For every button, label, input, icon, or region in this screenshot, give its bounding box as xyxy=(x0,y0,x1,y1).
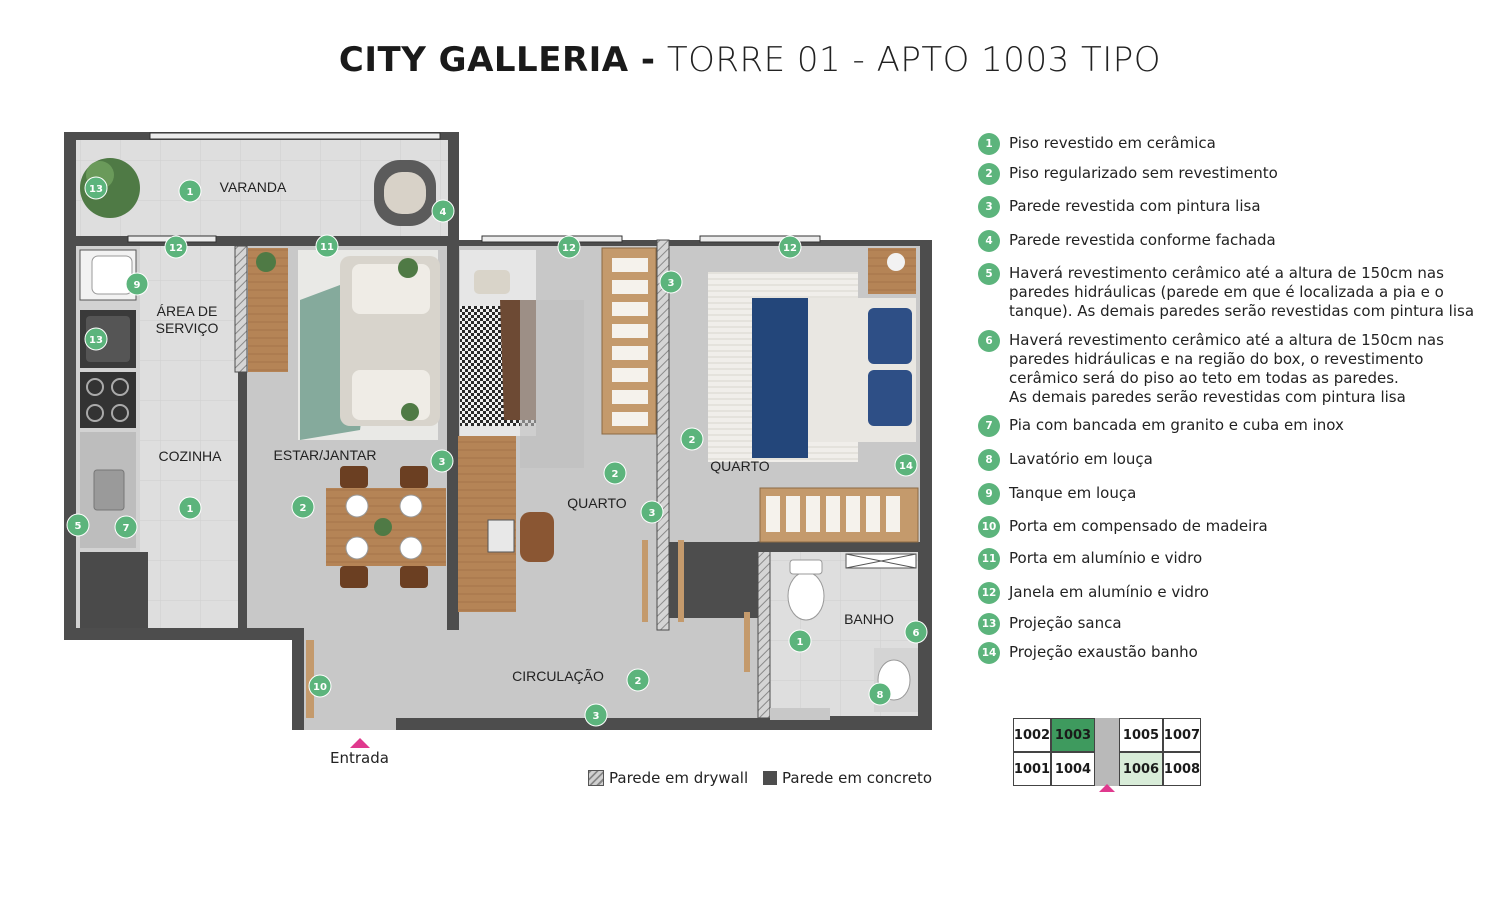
drywall-swatch xyxy=(588,770,604,786)
svg-text:3: 3 xyxy=(648,508,656,519)
wardrobe-1 xyxy=(602,248,656,434)
legend-text: Piso revestido em cerâmica xyxy=(1009,134,1216,152)
drywall-key xyxy=(588,769,748,787)
legend-item-11 xyxy=(978,549,1202,570)
room-label-area-servico-1: ÁREA DE xyxy=(156,303,218,319)
plan-marker xyxy=(681,428,703,450)
legend-item-10 xyxy=(978,517,1268,538)
room-label-estar: ESTAR/JANTAR xyxy=(273,447,377,463)
svg-text:12: 12 xyxy=(783,243,797,254)
svg-text:14: 14 xyxy=(899,461,913,472)
unit-cell-mirror: 1006 xyxy=(1119,752,1163,786)
plan-marker xyxy=(905,621,927,643)
legend-text: Lavatório em louça xyxy=(1009,450,1153,468)
legend-text: Parede revestida com pintura lisa xyxy=(1009,197,1261,215)
legend-item-7 xyxy=(978,416,1344,437)
unit-cell-highlight: 1003 xyxy=(1051,718,1095,752)
legend-badge: 13 xyxy=(978,613,1000,635)
entry-opening xyxy=(304,718,396,730)
legend-badge: 12 xyxy=(978,582,1000,604)
plan-marker xyxy=(432,200,454,222)
legend-item-5 xyxy=(978,264,1474,321)
svg-text:13: 13 xyxy=(89,184,103,195)
legend-text: Projeção exaustão banho xyxy=(1009,643,1198,661)
plan-marker xyxy=(165,236,187,258)
toilet xyxy=(788,572,824,620)
svg-text:3: 3 xyxy=(592,711,600,722)
plan-marker xyxy=(627,669,649,691)
legend-badge: 7 xyxy=(978,415,1000,437)
entrada-label: Entrada xyxy=(330,749,389,767)
svg-text:1: 1 xyxy=(186,504,194,515)
plan-marker xyxy=(585,704,607,726)
legend-badge: 2 xyxy=(978,163,1000,185)
sink xyxy=(94,470,124,510)
svg-text:1: 1 xyxy=(186,187,194,198)
svg-text:12: 12 xyxy=(562,243,576,254)
legend-text: Pia com bancada em granito e cuba em inox xyxy=(1009,416,1344,434)
unit-cell: 1008 xyxy=(1163,752,1201,786)
concrete-key xyxy=(763,769,932,787)
room-label-circulacao: CIRCULAÇÃO xyxy=(512,668,604,684)
room-label-area-servico-2: SERVIÇO xyxy=(155,320,219,336)
fridge xyxy=(80,552,148,628)
svg-text:1: 1 xyxy=(796,637,804,648)
plan-marker xyxy=(67,514,89,536)
plan-marker xyxy=(316,235,338,257)
legend-text: Piso regularizado sem revestimento xyxy=(1009,164,1278,182)
legend-text: Tanque em louça xyxy=(1009,484,1137,502)
room-label-quarto-1: QUARTO xyxy=(567,495,627,511)
plan-marker xyxy=(895,454,917,476)
unit-cell: 1005 xyxy=(1119,718,1163,752)
unit-cell: 1004 xyxy=(1051,752,1095,786)
plan-marker xyxy=(660,271,682,293)
legend-text: Parede revestida conforme fachada xyxy=(1009,231,1276,249)
legend-text: Porta em compensado de madeira xyxy=(1009,517,1268,535)
plan-marker xyxy=(309,675,331,697)
svg-text:6: 6 xyxy=(912,628,920,639)
legend-item-4 xyxy=(978,231,1276,252)
plan-marker xyxy=(431,450,453,472)
plan-marker xyxy=(85,177,107,199)
legend-badge: 14 xyxy=(978,642,1000,664)
concrete-label: Parede em concreto xyxy=(782,769,933,787)
entry-arrow xyxy=(350,738,370,748)
legend-item-2 xyxy=(978,164,1278,185)
legend-badge: 4 xyxy=(978,230,1000,252)
legend-item-9 xyxy=(978,484,1136,505)
svg-text:12: 12 xyxy=(169,243,183,254)
room-label-banho: BANHO xyxy=(844,611,894,627)
legend-badge: 9 xyxy=(978,483,1000,505)
desk-chair xyxy=(520,512,554,562)
legend-text: Haverá revestimento cerâmico até a altura de 150cm nas paredes hidráulicas (parede em que é localizada a pia e o tanque). As demais paredes serão revestidas com pintura lisa xyxy=(1009,264,1475,320)
svg-text:9: 9 xyxy=(133,280,141,291)
legend-badge: 5 xyxy=(978,263,1000,285)
title-light: TORRE 01 - APTO 1003 TIPO xyxy=(666,40,1162,80)
legend-item-6 xyxy=(978,331,1444,407)
svg-text:3: 3 xyxy=(667,278,675,289)
legend-badge: 8 xyxy=(978,449,1000,471)
legend-badge: 3 xyxy=(978,196,1000,218)
plan-marker xyxy=(179,497,201,519)
title-bold: CITY GALLERIA - xyxy=(338,40,656,80)
legend-item-13 xyxy=(978,614,1122,635)
svg-text:5: 5 xyxy=(74,521,82,532)
room-label-cozinha: COZINHA xyxy=(158,448,222,464)
legend-item-12 xyxy=(978,583,1209,604)
legend-text: Projeção sanca xyxy=(1009,614,1122,632)
svg-text:13: 13 xyxy=(89,335,103,346)
legend-badge: 11 xyxy=(978,548,1000,570)
plan-marker xyxy=(604,462,626,484)
svg-text:10: 10 xyxy=(313,682,327,693)
svg-text:11: 11 xyxy=(320,242,334,253)
concrete-swatch xyxy=(763,771,777,785)
svg-text:8: 8 xyxy=(876,690,884,701)
svg-text:4: 4 xyxy=(439,207,447,218)
legend-text: Janela em alumínio e vidro xyxy=(1009,583,1209,601)
plan-marker xyxy=(126,273,148,295)
legend-text: Haverá revestimento cerâmico até a altura de 150cm nas paredes hidráulicas e na região do box, o revestimento cerâmico será do piso ao teto em todas as paredes. As demais paredes serão revestidas com pintura lisa xyxy=(1009,331,1444,406)
plan-marker xyxy=(789,630,811,652)
core xyxy=(1095,718,1119,786)
legend-badge: 6 xyxy=(978,330,1000,352)
svg-text:3: 3 xyxy=(438,457,446,468)
stove xyxy=(80,372,136,428)
legend-item-8 xyxy=(978,450,1153,471)
room-label-varanda: VARANDA xyxy=(219,179,287,195)
svg-text:2: 2 xyxy=(634,676,642,687)
unit-cell: 1002 xyxy=(1013,718,1051,752)
plan-marker xyxy=(869,683,891,705)
legend-item-1 xyxy=(978,134,1216,155)
legend-item-14 xyxy=(978,643,1198,664)
legend-text: Porta em alumínio e vidro xyxy=(1009,549,1203,567)
room-label-quarto-2: QUARTO xyxy=(710,458,770,474)
plan-marker xyxy=(179,180,201,202)
plan-marker xyxy=(779,236,801,258)
drywall-label: Parede em drywall xyxy=(609,769,749,787)
svg-text:7: 7 xyxy=(122,523,130,534)
legend-badge: 1 xyxy=(978,133,1000,155)
unit-cell: 1007 xyxy=(1163,718,1201,752)
unit-cell: 1001 xyxy=(1013,752,1051,786)
plan-marker xyxy=(558,236,580,258)
legend-item-3 xyxy=(978,197,1261,218)
svg-text:2: 2 xyxy=(611,469,619,480)
plan-marker xyxy=(292,496,314,518)
svg-text:2: 2 xyxy=(299,503,307,514)
plan-marker xyxy=(641,501,663,523)
unit-key-entry-arrow xyxy=(1099,782,1115,794)
legend-badge: 10 xyxy=(978,516,1000,538)
plan-marker xyxy=(85,328,107,350)
svg-text:2: 2 xyxy=(688,435,696,446)
plan-marker xyxy=(115,516,137,538)
